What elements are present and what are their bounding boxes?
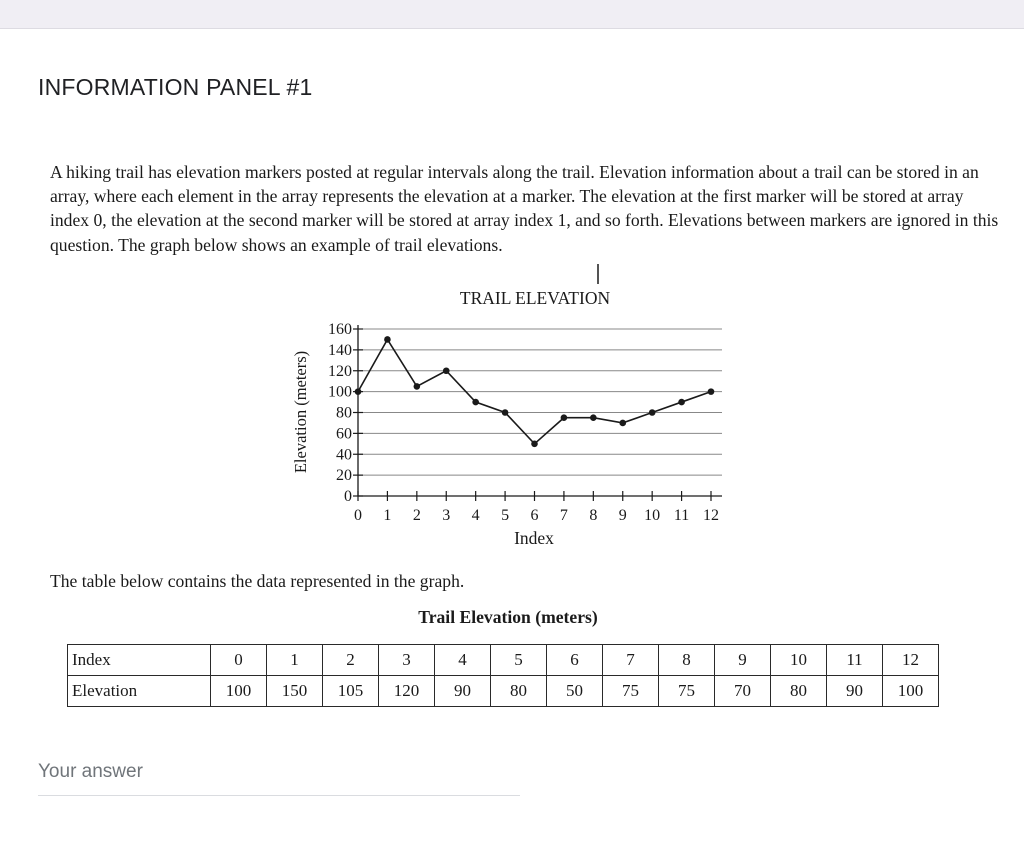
index-cell: 6: [547, 645, 603, 676]
elevation-cell: 80: [491, 676, 547, 707]
index-cell: 8: [659, 645, 715, 676]
elevation-cell: 75: [659, 676, 715, 707]
y-tick-label: 120: [328, 362, 352, 380]
elevation-cell: 105: [323, 676, 379, 707]
intro-paragraph: A hiking trail has elevation markers posted at regular intervals along the trail. Elevation information about a trail can be stored in an array, where each element in the array represents the elevation at a marker. The elevation at the first marker will be stored at array index 0, the elevation at the second marker will be stored at array index 1, and so forth. Elevations between markers are ignored in this question. The graph below shows an example of trail elevations.: [50, 162, 999, 255]
top-strip: [0, 0, 1024, 29]
x-tick-label: 9: [618, 507, 627, 524]
table-row-elevation: [68, 676, 939, 707]
index-cell: 11: [827, 645, 883, 676]
table-row-index: [68, 645, 939, 676]
elevation-cell: 100: [211, 676, 267, 707]
row-header-elevation: Elevation: [68, 676, 211, 707]
x-tick-label: 10: [644, 507, 661, 524]
y-tick-label: 20: [336, 467, 352, 485]
x-tick-label: 7: [559, 507, 568, 524]
chart-title: TRAIL ELEVATION: [459, 288, 611, 308]
x-tick-label: 0: [354, 507, 362, 524]
x-tick-label: 12: [703, 507, 719, 524]
elevation-cell: 150: [267, 676, 323, 707]
index-cell: 0: [211, 645, 267, 676]
elevation-table: [67, 644, 939, 707]
chart-x-axis-label: Index: [514, 528, 554, 548]
x-tick-label: 5: [501, 507, 510, 524]
x-tick-label: 2: [412, 507, 421, 524]
elevation-cell: 50: [547, 676, 603, 707]
index-cell: 12: [883, 645, 939, 676]
elevation-cell: 120: [379, 676, 435, 707]
x-tick-label: 8: [589, 507, 598, 524]
row-header-index: Index: [68, 645, 211, 676]
table-intro: The table below contains the data represented in the graph.: [50, 571, 465, 591]
index-cell: 10: [771, 645, 827, 676]
elevation-cell: 90: [435, 676, 491, 707]
index-cell: 3: [379, 645, 435, 676]
x-tick-label: 6: [530, 507, 539, 524]
y-tick-label: 40: [336, 446, 352, 464]
elevation-cell: 80: [771, 676, 827, 707]
form-card: [0, 29, 1024, 847]
y-tick-label: 0: [344, 488, 352, 505]
y-tick-label: 80: [336, 404, 352, 422]
y-tick-label: 100: [328, 383, 352, 401]
y-tick-label: 160: [328, 321, 352, 338]
answer-input[interactable]: [38, 795, 520, 796]
elevation-cell: 100: [883, 676, 939, 707]
x-tick-label: 1: [383, 507, 392, 524]
elevation-cell: 90: [827, 676, 883, 707]
index-cell: 4: [435, 645, 491, 676]
y-tick-label: 140: [328, 341, 352, 359]
table-title: Trail Elevation (meters): [418, 607, 598, 627]
elevation-cell: 75: [603, 676, 659, 707]
chart-y-axis-label: Elevation (meters): [291, 350, 310, 474]
index-cell: 2: [323, 645, 379, 676]
y-tick-label: 60: [336, 425, 352, 443]
x-tick-label: 3: [442, 507, 451, 524]
index-cell: 9: [715, 645, 771, 676]
index-cell: 7: [603, 645, 659, 676]
x-tick-label: 11: [673, 507, 690, 524]
x-tick-label: 4: [471, 507, 480, 524]
index-cell: 5: [491, 645, 547, 676]
index-cell: 1: [267, 645, 323, 676]
elevation-cell: 70: [715, 676, 771, 707]
panel-title: INFORMATION PANEL #1: [38, 74, 313, 100]
answer-placeholder: Your answer: [38, 761, 143, 782]
